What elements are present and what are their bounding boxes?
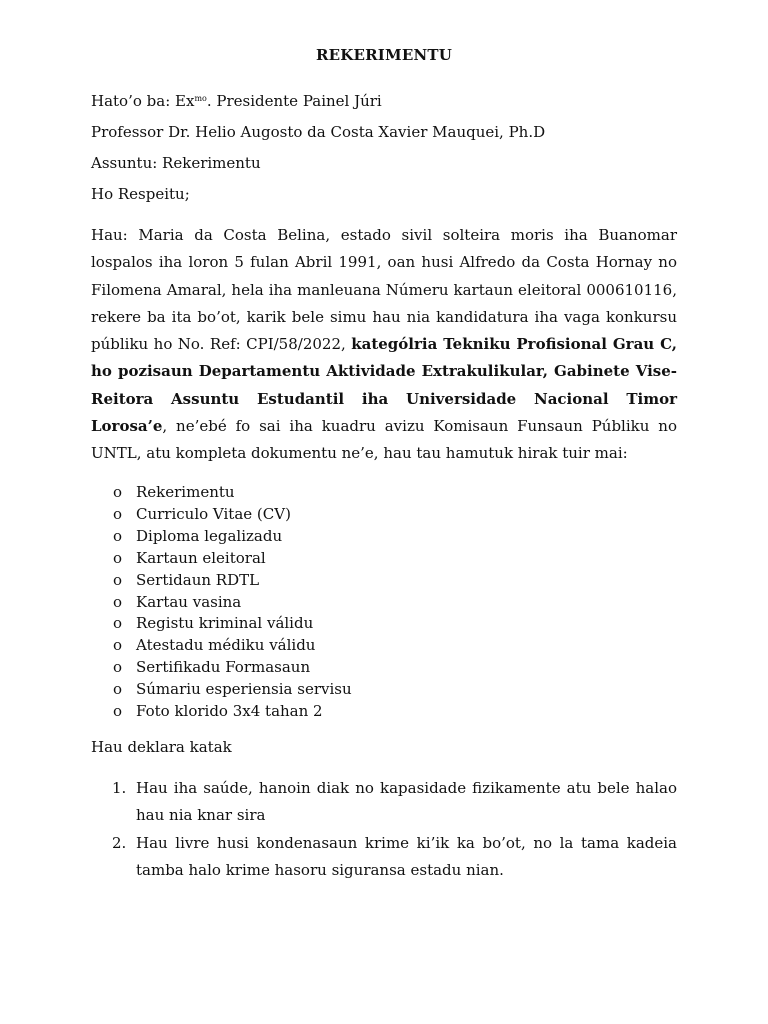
list-item-label: Diploma legalizadu (136, 526, 283, 545)
list-item (91, 548, 677, 570)
addressee-superscript: mo (194, 94, 207, 103)
body-text-part1: Hau: Maria da Costa Belina, estado sivil solteira moris iha Buanomar lospalos iha loron 5 fulan Abril 1991, oan husi Alfredo da Costa Hornay no Filomena Amaral, hela iha manleuana Númeru kartaun eleitoral 000610116, rekere ba ita bo’ot, karik bele simu hau nia kandidatura iha vaga konkursu públiku ho No. Ref: CPI/58/2022, (91, 226, 677, 354)
declaration-number: 2. (112, 833, 127, 852)
declaration-intro: Hau deklara katak (91, 738, 232, 756)
document-title: REKERIMENTU (315, 46, 453, 64)
list-item-label: Kartaun eleitoral (136, 548, 266, 567)
addressee-line (91, 92, 382, 110)
body-paragraph (91, 222, 677, 468)
declaration-item (91, 775, 677, 830)
list-item-label: Registu kriminal válidu (136, 614, 314, 633)
body-text-bold: katególria Tekniku Profisional Grau C, ho pozisaun Departamentu Aktividade Extrakulikular, Gabinete Vise-Reitora Assuntu Estudantil iha Universidade Nacional Timor Lorosa’e (91, 335, 677, 436)
list-item (91, 657, 677, 679)
documents-list (91, 482, 677, 723)
bullet-marker: o (113, 592, 123, 611)
bullet-marker: o (113, 614, 123, 633)
body-text-part2: , ne’ebé fo sai iha kuadru avizu Komisaun Funsaun Públiku no UNTL, atu kompleta dokumentu ne’e, hau tau hamutuk hirak tuir mai: (91, 417, 677, 463)
subject-line: Assuntu: Rekerimentu (91, 154, 261, 172)
list-item-label: Sertidaun RDTL (136, 570, 260, 589)
bullet-marker: o (113, 548, 123, 567)
bullet-marker: o (113, 702, 123, 721)
bullet-marker: o (113, 483, 123, 501)
list-item-label: Sertifikadu Formasaun (136, 658, 311, 677)
bullet-marker: o (113, 504, 123, 523)
bullet-marker: o (113, 636, 123, 655)
list-item (91, 679, 677, 701)
list-item (91, 613, 677, 635)
declaration-text: Hau iha saúde, hanoin diak no kapasidade fizikamente atu bele halao hau nia knar sira (136, 779, 677, 825)
declarations-list (91, 775, 677, 884)
list-item-label: Kartau vasina (136, 592, 242, 611)
bullet-marker: o (113, 570, 123, 589)
list-item-label: Atestadu médiku válidu (136, 636, 316, 655)
declaration-text: Hau livre husi kondenasaun krime ki’ik ka bo’ot, no la tama kadeia tamba halo krime hasoru siguransa estadu nian. (136, 833, 677, 879)
list-item-label: Curriculo Vitae (CV) (136, 504, 291, 523)
list-item (91, 592, 677, 614)
list-item (91, 526, 677, 548)
declaration-number: 1. (112, 779, 127, 797)
addressee-prefix: Hato’o ba: Ex (91, 92, 195, 110)
list-item-label: Súmariu esperiensia servisu (136, 680, 352, 699)
list-item (91, 701, 677, 723)
list-item (91, 635, 677, 657)
list-item-label: Foto klorido 3x4 tahan 2 (136, 702, 323, 721)
list-item (91, 504, 677, 526)
professor-line: Professor Dr. Helio Augosto da Costa Xavier Mauquei, Ph.D (91, 123, 546, 141)
list-item-label: Rekerimentu (136, 483, 235, 501)
declaration-item (91, 830, 677, 885)
addressee-suffix: . Presidente Painel Júri (206, 92, 382, 110)
list-item (91, 482, 677, 504)
bullet-marker: o (113, 680, 123, 699)
greeting-line: Ho Respeitu; (91, 185, 190, 203)
bullet-marker: o (113, 658, 123, 677)
bullet-marker: o (113, 526, 123, 545)
list-item (91, 570, 677, 592)
